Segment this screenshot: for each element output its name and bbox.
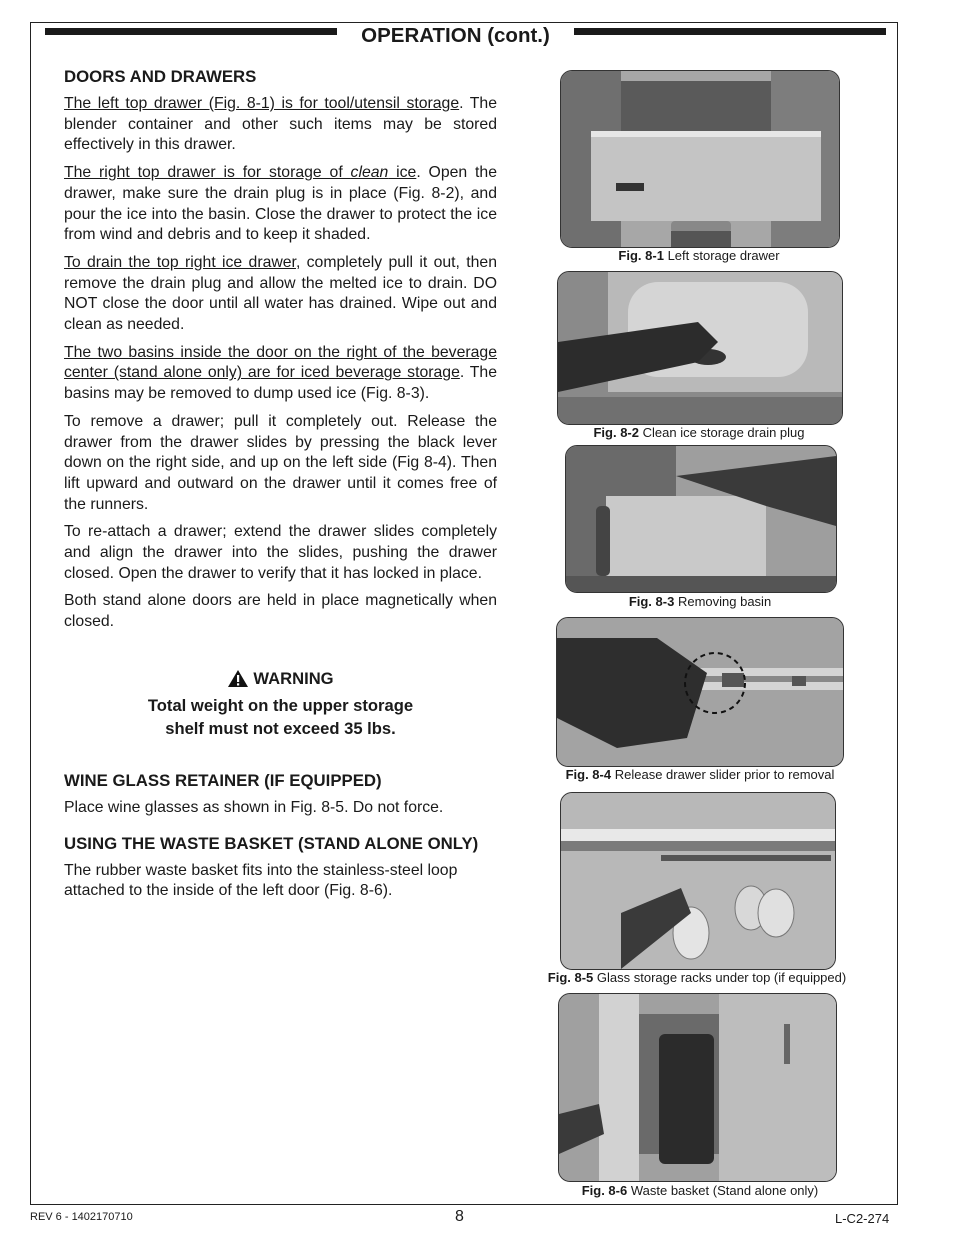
figure-8-5-caption — [520, 970, 874, 985]
doors-p4-rest: . The basins may be removed to dump used ice (Fig. 8-3). — [64, 364, 497, 403]
footer-page-number: 8 — [455, 1208, 464, 1225]
doors-p2-underlined-b: ice — [388, 164, 417, 182]
figure-8-4-photo — [556, 617, 844, 767]
fig-8-1-number: Fig. 8-1 — [618, 248, 664, 263]
page-title: OPERATION (cont.) — [361, 24, 550, 47]
fig-8-5-number: Fig. 8-5 — [547, 970, 594, 985]
doors-p4-underlined: The two basins inside the door on the right of the beverage center (stand alone only) are for iced beverage storage — [64, 343, 497, 382]
doors-paragraph-1 — [64, 94, 497, 156]
fig-8-6-text: Waste basket (Stand alone only) — [630, 1183, 819, 1198]
wine-text: Place wine glasses as shown in Fig. 8-5. Do not force. — [64, 798, 444, 816]
figure-8-1-caption — [560, 248, 838, 263]
doors-p2-underlined-a: The right top drawer is for storage of — [64, 164, 351, 182]
figure-8-3-photo — [565, 445, 837, 593]
warning-triangle-icon — [227, 669, 249, 688]
fig-8-4-number: Fig. 8-4 — [565, 767, 612, 782]
footer-revision: REV 6 - 1402170710 — [30, 1211, 133, 1223]
warning-line-1: Total weight on the upper storage — [147, 695, 414, 715]
doors-p3-underlined: To drain the top right ice drawer — [64, 253, 296, 271]
warning-header — [227, 667, 333, 690]
figure-8-4-caption — [530, 767, 870, 782]
doors-paragraph-4 — [64, 343, 497, 405]
doors-p1-rest: . The blender container and other such items may be stored effectively in this drawer. — [64, 95, 498, 154]
warning-line-2: shelf must not exceed 35 lbs. — [165, 718, 396, 738]
waste-heading: USING THE WASTE BASKET (STAND ALONE ONLY) — [64, 833, 479, 853]
fig-8-6-number: Fig. 8-6 — [581, 1183, 628, 1198]
doors-p1-underlined: The left top drawer (Fig. 8-1) is for tool/utensil storage — [64, 95, 460, 112]
doors-paragraph-5: To remove a drawer; pull it completely out. Release the drawer from the drawer slides by pressing the black lever down on the right side, and up on the left side (Fig 8-4). Then lift upward and outward on the drawer until it comes free of the runners. — [64, 412, 497, 513]
figure-8-6-caption — [545, 1183, 855, 1198]
figure-8-6-photo — [558, 993, 837, 1182]
fig-8-1-text: Left storage drawer — [667, 248, 780, 263]
figure-8-2-caption — [557, 425, 841, 440]
warning-block — [64, 667, 497, 740]
warning-label: WARNING — [253, 668, 334, 688]
wine-heading: WINE GLASS RETAINER (IF EQUIPPED) — [64, 770, 382, 790]
left-column — [64, 66, 497, 909]
doors-paragraph-7: Both stand alone doors are held in place magnetically when closed. — [64, 592, 497, 631]
doors-p2-rest: . Open the drawer, make sure the drain plug is in place (Fig. 8-2), and pour the ice into the basin. Close the drawer to protect the ice from wind and debris and to keep it shaded. — [64, 164, 497, 244]
doors-p2-emphasis: clean — [350, 164, 389, 182]
figure-8-2-photo — [557, 271, 843, 425]
doors-heading: DOORS AND DRAWERS — [64, 67, 257, 86]
title-rule-left — [45, 28, 337, 35]
doors-paragraph-3 — [64, 253, 497, 336]
doors-paragraph-2 — [64, 163, 497, 246]
footer-document-code: L-C2-274 — [835, 1211, 890, 1226]
fig-8-5-text: Glass storage racks under top (if equipped) — [596, 970, 847, 985]
fig-8-2-text: Clean ice storage drain plug — [642, 425, 805, 440]
title-rule-right — [574, 28, 886, 35]
waste-text: The rubber waste basket fits into the stainless-steel loop attached to the inside of the left door (Fig. 8-6). — [64, 861, 458, 900]
fig-8-3-number: Fig. 8-3 — [628, 594, 675, 609]
fig-8-4-text: Release drawer slider prior to removal — [614, 767, 835, 782]
figure-8-1-photo — [560, 70, 840, 248]
doors-p3-rest: , completely pull it out, then remove the drain plug and allow the melted ice to drain. DO NOT close the door until all water has drained. Wipe out and clean as needed. — [64, 253, 497, 334]
figure-8-3-caption — [565, 594, 835, 609]
fig-8-3-text: Removing basin — [677, 594, 772, 609]
doors-paragraph-6: To re-attach a drawer; extend the drawer slides completely and align the drawer into the slides, pushing the drawer closed. Open the drawer to verify that it has locked in place. — [64, 523, 497, 582]
fig-8-2-number: Fig. 8-2 — [593, 425, 639, 440]
figure-8-5-photo — [560, 792, 836, 970]
